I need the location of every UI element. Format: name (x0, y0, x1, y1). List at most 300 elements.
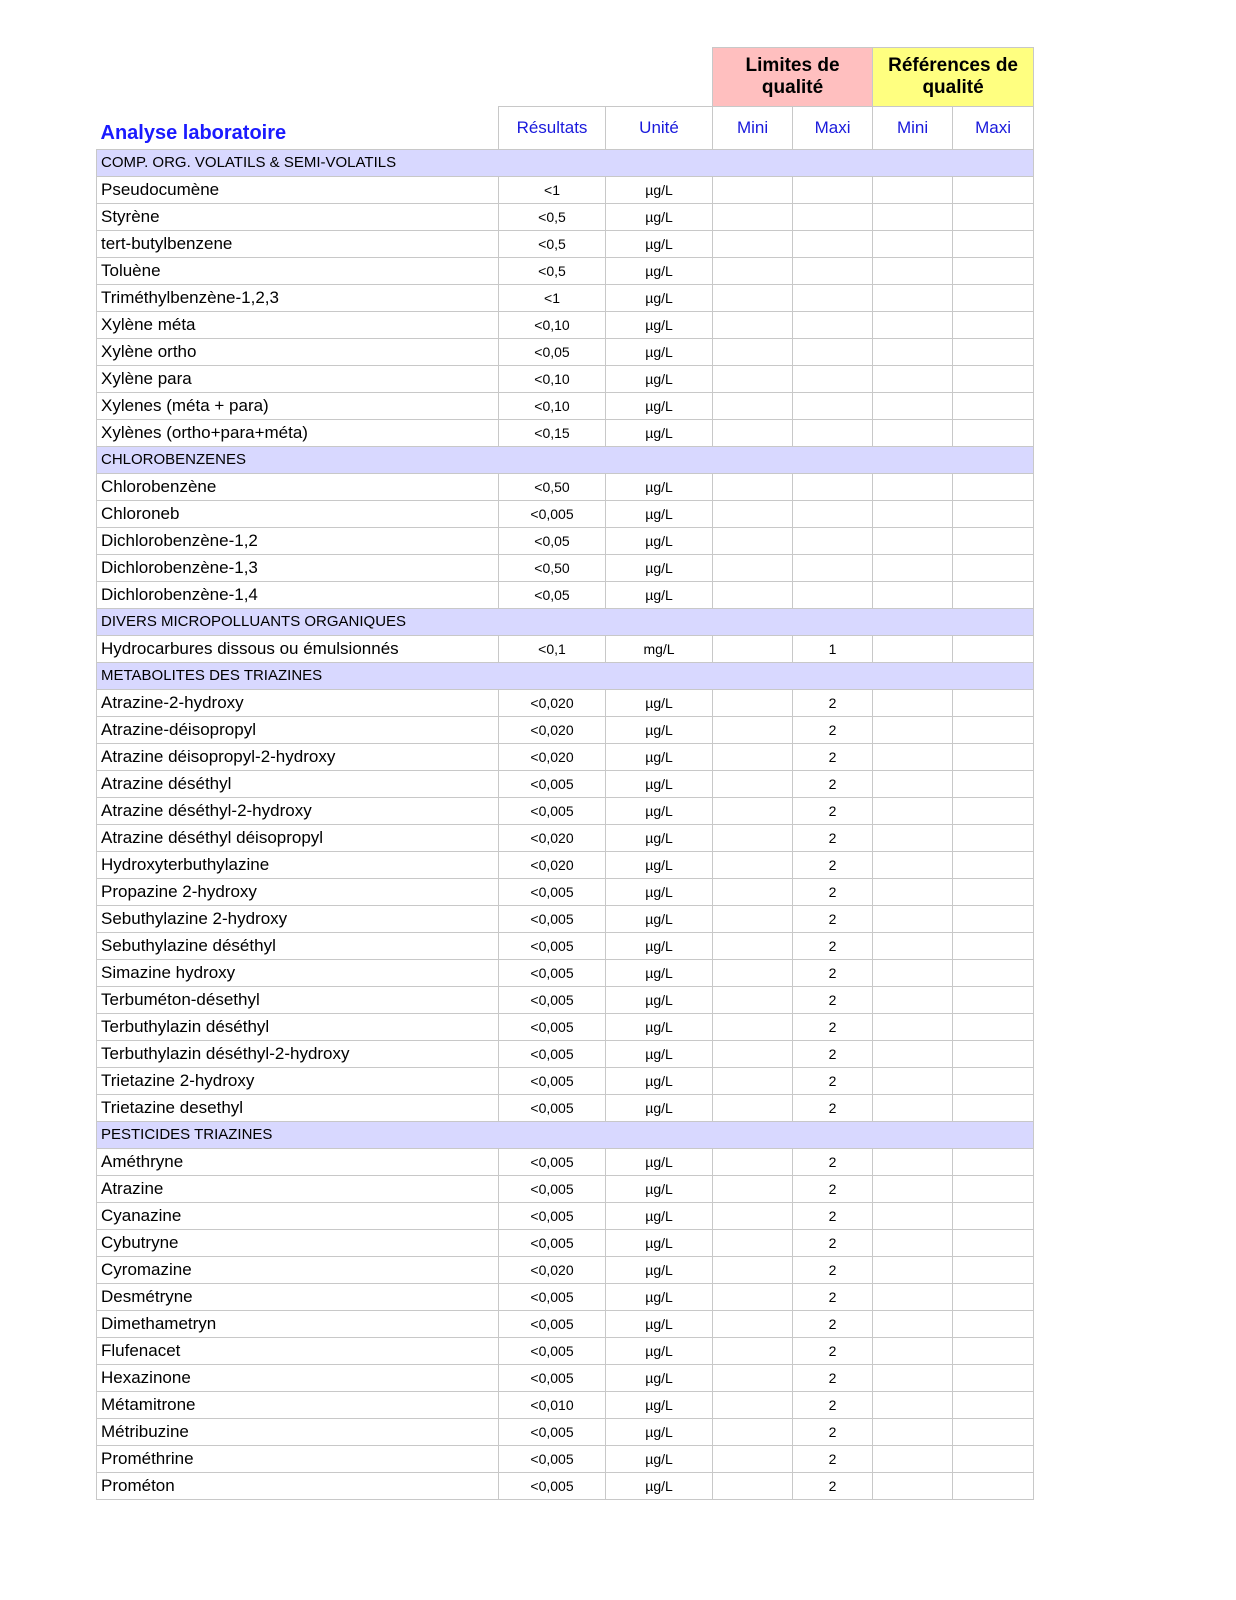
analyte-name: tert-butylbenzene (97, 230, 499, 257)
analyte-name: Xylène ortho (97, 338, 499, 365)
result-value: <0,005 (499, 932, 606, 959)
result-value: <0,005 (499, 500, 606, 527)
unit-value: µg/L (606, 905, 713, 932)
unit-value: µg/L (606, 1202, 713, 1229)
reference-max-value (953, 1472, 1034, 1499)
limit-max-value: 2 (793, 1391, 873, 1418)
unit-value: µg/L (606, 1310, 713, 1337)
column-header-results: Résultats (499, 107, 606, 150)
reference-max-value (953, 311, 1034, 338)
limit-min-value (713, 743, 793, 770)
reference-max-value (953, 1148, 1034, 1175)
analyte-name: Sebuthylazine déséthyl (97, 932, 499, 959)
reference-min-value (873, 932, 953, 959)
reference-max-value (953, 176, 1034, 203)
reference-max-value (953, 500, 1034, 527)
table-row (97, 905, 1034, 932)
result-value: <0,005 (499, 1445, 606, 1472)
reference-min-value (873, 959, 953, 986)
table-row (97, 365, 1034, 392)
table-body (97, 149, 1034, 1499)
reference-min-value (873, 554, 953, 581)
unit-value: µg/L (606, 1175, 713, 1202)
limit-max-value: 2 (793, 1067, 873, 1094)
reference-min-value (873, 1256, 953, 1283)
limit-min-value (713, 473, 793, 500)
unit-value: µg/L (606, 257, 713, 284)
table-row (97, 1445, 1034, 1472)
result-value: <0,05 (499, 527, 606, 554)
reference-max-value (953, 824, 1034, 851)
result-value: <0,15 (499, 419, 606, 446)
table-row (97, 1229, 1034, 1256)
reference-max-value (953, 338, 1034, 365)
result-value: <0,005 (499, 1283, 606, 1310)
limit-max-value: 2 (793, 959, 873, 986)
reference-min-value (873, 986, 953, 1013)
analyte-name: Triméthylbenzène-1,2,3 (97, 284, 499, 311)
reference-min-value (873, 1472, 953, 1499)
reference-min-value (873, 176, 953, 203)
reference-min-value (873, 473, 953, 500)
reference-min-value (873, 635, 953, 662)
reference-max-value (953, 1337, 1034, 1364)
table-row (97, 338, 1034, 365)
group-header-row (97, 48, 1034, 107)
unit-value: µg/L (606, 1391, 713, 1418)
table-row (97, 851, 1034, 878)
limit-max-value (793, 230, 873, 257)
reference-min-value (873, 581, 953, 608)
analyte-name: Cyanazine (97, 1202, 499, 1229)
limit-max-value: 2 (793, 1175, 873, 1202)
result-value: <0,005 (499, 1472, 606, 1499)
table-row (97, 1256, 1034, 1283)
result-value: <1 (499, 176, 606, 203)
unit-value: µg/L (606, 716, 713, 743)
result-value: <0,020 (499, 1256, 606, 1283)
reference-max-value (953, 581, 1034, 608)
result-value: <0,005 (499, 1229, 606, 1256)
section-title: CHLOROBENZENES (97, 446, 1034, 473)
result-value: <0,005 (499, 959, 606, 986)
reference-max-value (953, 1040, 1034, 1067)
reference-max-value (953, 689, 1034, 716)
section-title: DIVERS MICROPOLLUANTS ORGANIQUES (97, 608, 1034, 635)
reference-max-value (953, 419, 1034, 446)
limit-max-value: 2 (793, 851, 873, 878)
limit-max-value: 2 (793, 743, 873, 770)
analyte-name: Xylenes (méta + para) (97, 392, 499, 419)
unit-value: µg/L (606, 851, 713, 878)
limit-min-value (713, 284, 793, 311)
limit-max-value: 2 (793, 1202, 873, 1229)
limit-min-value (713, 419, 793, 446)
reference-min-value (873, 1148, 953, 1175)
limit-max-value: 2 (793, 1418, 873, 1445)
result-value: <0,005 (499, 770, 606, 797)
limit-max-value (793, 176, 873, 203)
limit-max-value: 2 (793, 1094, 873, 1121)
unit-value: µg/L (606, 392, 713, 419)
reference-min-value (873, 716, 953, 743)
analysis-table (96, 47, 1034, 1500)
analyte-name: Prométhrine (97, 1445, 499, 1472)
analyte-name: Prométon (97, 1472, 499, 1499)
reference-min-value (873, 203, 953, 230)
analyte-name: Simazine hydroxy (97, 959, 499, 986)
analyte-name: Hydrocarbures dissous ou émulsionnés (97, 635, 499, 662)
unit-value: µg/L (606, 230, 713, 257)
analyte-name: Dichlorobenzène-1,4 (97, 581, 499, 608)
reference-max-value (953, 1364, 1034, 1391)
table-row (97, 959, 1034, 986)
limit-max-value: 2 (793, 1337, 873, 1364)
analyte-name: Xylène para (97, 365, 499, 392)
analyte-name: Terbuthylazin déséthyl-2-hydroxy (97, 1040, 499, 1067)
limit-min-value (713, 1175, 793, 1202)
column-header-references-max: Maxi (953, 107, 1034, 150)
result-value: <0,10 (499, 392, 606, 419)
reference-max-value (953, 230, 1034, 257)
reference-max-value (953, 392, 1034, 419)
limit-min-value (713, 986, 793, 1013)
reference-max-value (953, 1067, 1034, 1094)
analyte-name: Cyromazine (97, 1256, 499, 1283)
limit-max-value (793, 581, 873, 608)
analyte-name: Xylène méta (97, 311, 499, 338)
reference-max-value (953, 1094, 1034, 1121)
limit-min-value (713, 392, 793, 419)
column-header-row (97, 107, 1034, 150)
unit-value: µg/L (606, 554, 713, 581)
reference-max-value (953, 797, 1034, 824)
limit-min-value (713, 365, 793, 392)
reference-min-value (873, 419, 953, 446)
result-value: <0,005 (499, 1364, 606, 1391)
table-row (97, 824, 1034, 851)
analyte-name: Atrazine-déisopropyl (97, 716, 499, 743)
result-value: <0,5 (499, 257, 606, 284)
reference-max-value (953, 365, 1034, 392)
unit-value: µg/L (606, 1364, 713, 1391)
reference-max-value (953, 554, 1034, 581)
section-header-row (97, 662, 1034, 689)
unit-value: mg/L (606, 635, 713, 662)
section-header-row (97, 1121, 1034, 1148)
table-row (97, 770, 1034, 797)
reference-min-value (873, 1418, 953, 1445)
table-row (97, 797, 1034, 824)
result-value: <0,50 (499, 554, 606, 581)
analyte-name: Trietazine 2-hydroxy (97, 1067, 499, 1094)
reference-min-value (873, 1067, 953, 1094)
limit-min-value (713, 581, 793, 608)
limit-max-value (793, 473, 873, 500)
analyte-name: Atrazine déséthyl déisopropyl (97, 824, 499, 851)
table-row (97, 419, 1034, 446)
analyte-name: Hydroxyterbuthylazine (97, 851, 499, 878)
table-row (97, 743, 1034, 770)
result-value: <0,005 (499, 1337, 606, 1364)
limit-max-value: 1 (793, 635, 873, 662)
limit-max-value (793, 257, 873, 284)
limit-min-value (713, 878, 793, 905)
table-row (97, 581, 1034, 608)
limit-max-value (793, 527, 873, 554)
result-value: <0,005 (499, 1148, 606, 1175)
limit-max-value (793, 500, 873, 527)
analyte-name: Atrazine déséthyl (97, 770, 499, 797)
table-row (97, 635, 1034, 662)
limit-min-value (713, 1013, 793, 1040)
reference-min-value (873, 1175, 953, 1202)
reference-min-value (873, 527, 953, 554)
unit-value: µg/L (606, 1337, 713, 1364)
limit-min-value (713, 932, 793, 959)
limit-max-value: 2 (793, 1148, 873, 1175)
table-row (97, 1310, 1034, 1337)
limit-max-value: 2 (793, 689, 873, 716)
analyte-name: Atrazine-2-hydroxy (97, 689, 499, 716)
result-value: <0,005 (499, 905, 606, 932)
table-row (97, 1067, 1034, 1094)
reference-min-value (873, 392, 953, 419)
reference-min-value (873, 1310, 953, 1337)
table-row (97, 716, 1034, 743)
limit-max-value: 2 (793, 1472, 873, 1499)
table-row (97, 1391, 1034, 1418)
reference-max-value (953, 932, 1034, 959)
reference-max-value (953, 716, 1034, 743)
result-value: <0,50 (499, 473, 606, 500)
table-row (97, 1148, 1034, 1175)
limit-max-value: 2 (793, 1364, 873, 1391)
unit-value: µg/L (606, 1229, 713, 1256)
limit-max-value (793, 392, 873, 419)
reference-max-value (953, 770, 1034, 797)
unit-value: µg/L (606, 878, 713, 905)
table-row (97, 1472, 1034, 1499)
unit-value: µg/L (606, 419, 713, 446)
table-row (97, 986, 1034, 1013)
limit-min-value (713, 1094, 793, 1121)
analyte-name: Propazine 2-hydroxy (97, 878, 499, 905)
unit-value: µg/L (606, 284, 713, 311)
reference-max-value (953, 743, 1034, 770)
table-row (97, 527, 1034, 554)
analyte-name: Atrazine déséthyl-2-hydroxy (97, 797, 499, 824)
section-title: METABOLITES DES TRIAZINES (97, 662, 1034, 689)
section-header-row (97, 149, 1034, 176)
section-header-row (97, 446, 1034, 473)
analyte-name: Flufenacet (97, 1337, 499, 1364)
table-row (97, 689, 1034, 716)
reference-min-value (873, 743, 953, 770)
reference-min-value (873, 1229, 953, 1256)
reference-min-value (873, 1040, 953, 1067)
reference-max-value (953, 1256, 1034, 1283)
limit-min-value (713, 689, 793, 716)
unit-value: µg/L (606, 743, 713, 770)
limit-min-value (713, 554, 793, 581)
result-value: <0,005 (499, 1418, 606, 1445)
table-row (97, 1337, 1034, 1364)
unit-value: µg/L (606, 689, 713, 716)
unit-value: µg/L (606, 365, 713, 392)
unit-value: µg/L (606, 1148, 713, 1175)
reference-max-value (953, 284, 1034, 311)
analyte-name: Xylènes (ortho+para+méta) (97, 419, 499, 446)
unit-value: µg/L (606, 824, 713, 851)
result-value: <0,05 (499, 338, 606, 365)
result-value: <0,005 (499, 1202, 606, 1229)
limit-min-value (713, 311, 793, 338)
unit-value: µg/L (606, 311, 713, 338)
limit-min-value (713, 824, 793, 851)
table-row (97, 500, 1034, 527)
result-value: <0,05 (499, 581, 606, 608)
reference-max-value (953, 959, 1034, 986)
limit-min-value (713, 176, 793, 203)
reference-min-value (873, 500, 953, 527)
unit-value: µg/L (606, 1418, 713, 1445)
result-value: <0,005 (499, 1067, 606, 1094)
limit-min-value (713, 1391, 793, 1418)
table-row (97, 1013, 1034, 1040)
limit-min-value (713, 851, 793, 878)
limit-min-value (713, 500, 793, 527)
unit-value: µg/L (606, 527, 713, 554)
limit-min-value (713, 257, 793, 284)
result-value: <0,10 (499, 365, 606, 392)
references-quality-header: Références de qualité (873, 48, 1034, 107)
result-value: <0,5 (499, 230, 606, 257)
column-header-limits-max: Maxi (793, 107, 873, 150)
table-row (97, 1040, 1034, 1067)
result-value: <0,005 (499, 986, 606, 1013)
reference-max-value (953, 203, 1034, 230)
analyte-name: Trietazine desethyl (97, 1094, 499, 1121)
analyte-name: Métamitrone (97, 1391, 499, 1418)
reference-min-value (873, 1364, 953, 1391)
reference-min-value (873, 257, 953, 284)
reference-min-value (873, 230, 953, 257)
table-row (97, 1418, 1034, 1445)
unit-value: µg/L (606, 473, 713, 500)
table-row (97, 473, 1034, 500)
reference-max-value (953, 851, 1034, 878)
analyte-name: Dichlorobenzène-1,3 (97, 554, 499, 581)
analyte-name: Styrène (97, 203, 499, 230)
limit-max-value (793, 338, 873, 365)
limit-max-value: 2 (793, 1283, 873, 1310)
table-row (97, 554, 1034, 581)
table-row (97, 878, 1034, 905)
limit-min-value (713, 1202, 793, 1229)
column-header-unit: Unité (606, 107, 713, 150)
limit-min-value (713, 527, 793, 554)
reference-max-value (953, 473, 1034, 500)
page-title: Analyse laboratoire (97, 107, 499, 150)
unit-value: µg/L (606, 1256, 713, 1283)
unit-value: µg/L (606, 932, 713, 959)
result-value: <0,020 (499, 851, 606, 878)
limit-min-value (713, 1256, 793, 1283)
analyte-name: Terbuthylazin déséthyl (97, 1013, 499, 1040)
reference-max-value (953, 527, 1034, 554)
column-header-references-min: Mini (873, 107, 953, 150)
unit-value: µg/L (606, 959, 713, 986)
analyte-name: Hexazinone (97, 1364, 499, 1391)
analyte-name: Atrazine déisopropyl-2-hydroxy (97, 743, 499, 770)
analyte-name: Chlorobenzène (97, 473, 499, 500)
reference-min-value (873, 824, 953, 851)
limit-max-value (793, 203, 873, 230)
analyte-name: Cybutryne (97, 1229, 499, 1256)
limit-max-value: 2 (793, 1256, 873, 1283)
header-spacer (97, 48, 713, 107)
reference-min-value (873, 905, 953, 932)
reference-min-value (873, 1445, 953, 1472)
reference-min-value (873, 1337, 953, 1364)
unit-value: µg/L (606, 500, 713, 527)
result-value: <1 (499, 284, 606, 311)
reference-max-value (953, 905, 1034, 932)
result-value: <0,1 (499, 635, 606, 662)
section-header-row (97, 608, 1034, 635)
limit-max-value: 2 (793, 905, 873, 932)
result-value: <0,10 (499, 311, 606, 338)
table-row (97, 932, 1034, 959)
limit-max-value: 2 (793, 770, 873, 797)
limit-min-value (713, 1337, 793, 1364)
unit-value: µg/L (606, 1013, 713, 1040)
reference-max-value (953, 1283, 1034, 1310)
result-value: <0,005 (499, 797, 606, 824)
limit-min-value (713, 1364, 793, 1391)
limit-max-value: 2 (793, 1040, 873, 1067)
limit-min-value (713, 1472, 793, 1499)
reference-min-value (873, 1202, 953, 1229)
result-value: <0,020 (499, 716, 606, 743)
reference-max-value (953, 1445, 1034, 1472)
table-row (97, 1283, 1034, 1310)
limit-max-value: 2 (793, 1310, 873, 1337)
limit-min-value (713, 959, 793, 986)
limit-max-value: 2 (793, 932, 873, 959)
unit-value: µg/L (606, 203, 713, 230)
limits-quality-header: Limites de qualité (713, 48, 873, 107)
limit-min-value (713, 1067, 793, 1094)
limit-min-value (713, 230, 793, 257)
reference-min-value (873, 689, 953, 716)
reference-max-value (953, 1229, 1034, 1256)
reference-max-value (953, 635, 1034, 662)
limit-max-value (793, 419, 873, 446)
reference-min-value (873, 770, 953, 797)
limit-min-value (713, 716, 793, 743)
limit-min-value (713, 635, 793, 662)
result-value: <0,005 (499, 1310, 606, 1337)
unit-value: µg/L (606, 797, 713, 824)
reference-max-value (953, 1175, 1034, 1202)
table-row (97, 1202, 1034, 1229)
table-row (97, 311, 1034, 338)
limit-max-value (793, 365, 873, 392)
reference-max-value (953, 1202, 1034, 1229)
analyte-name: Métribuzine (97, 1418, 499, 1445)
